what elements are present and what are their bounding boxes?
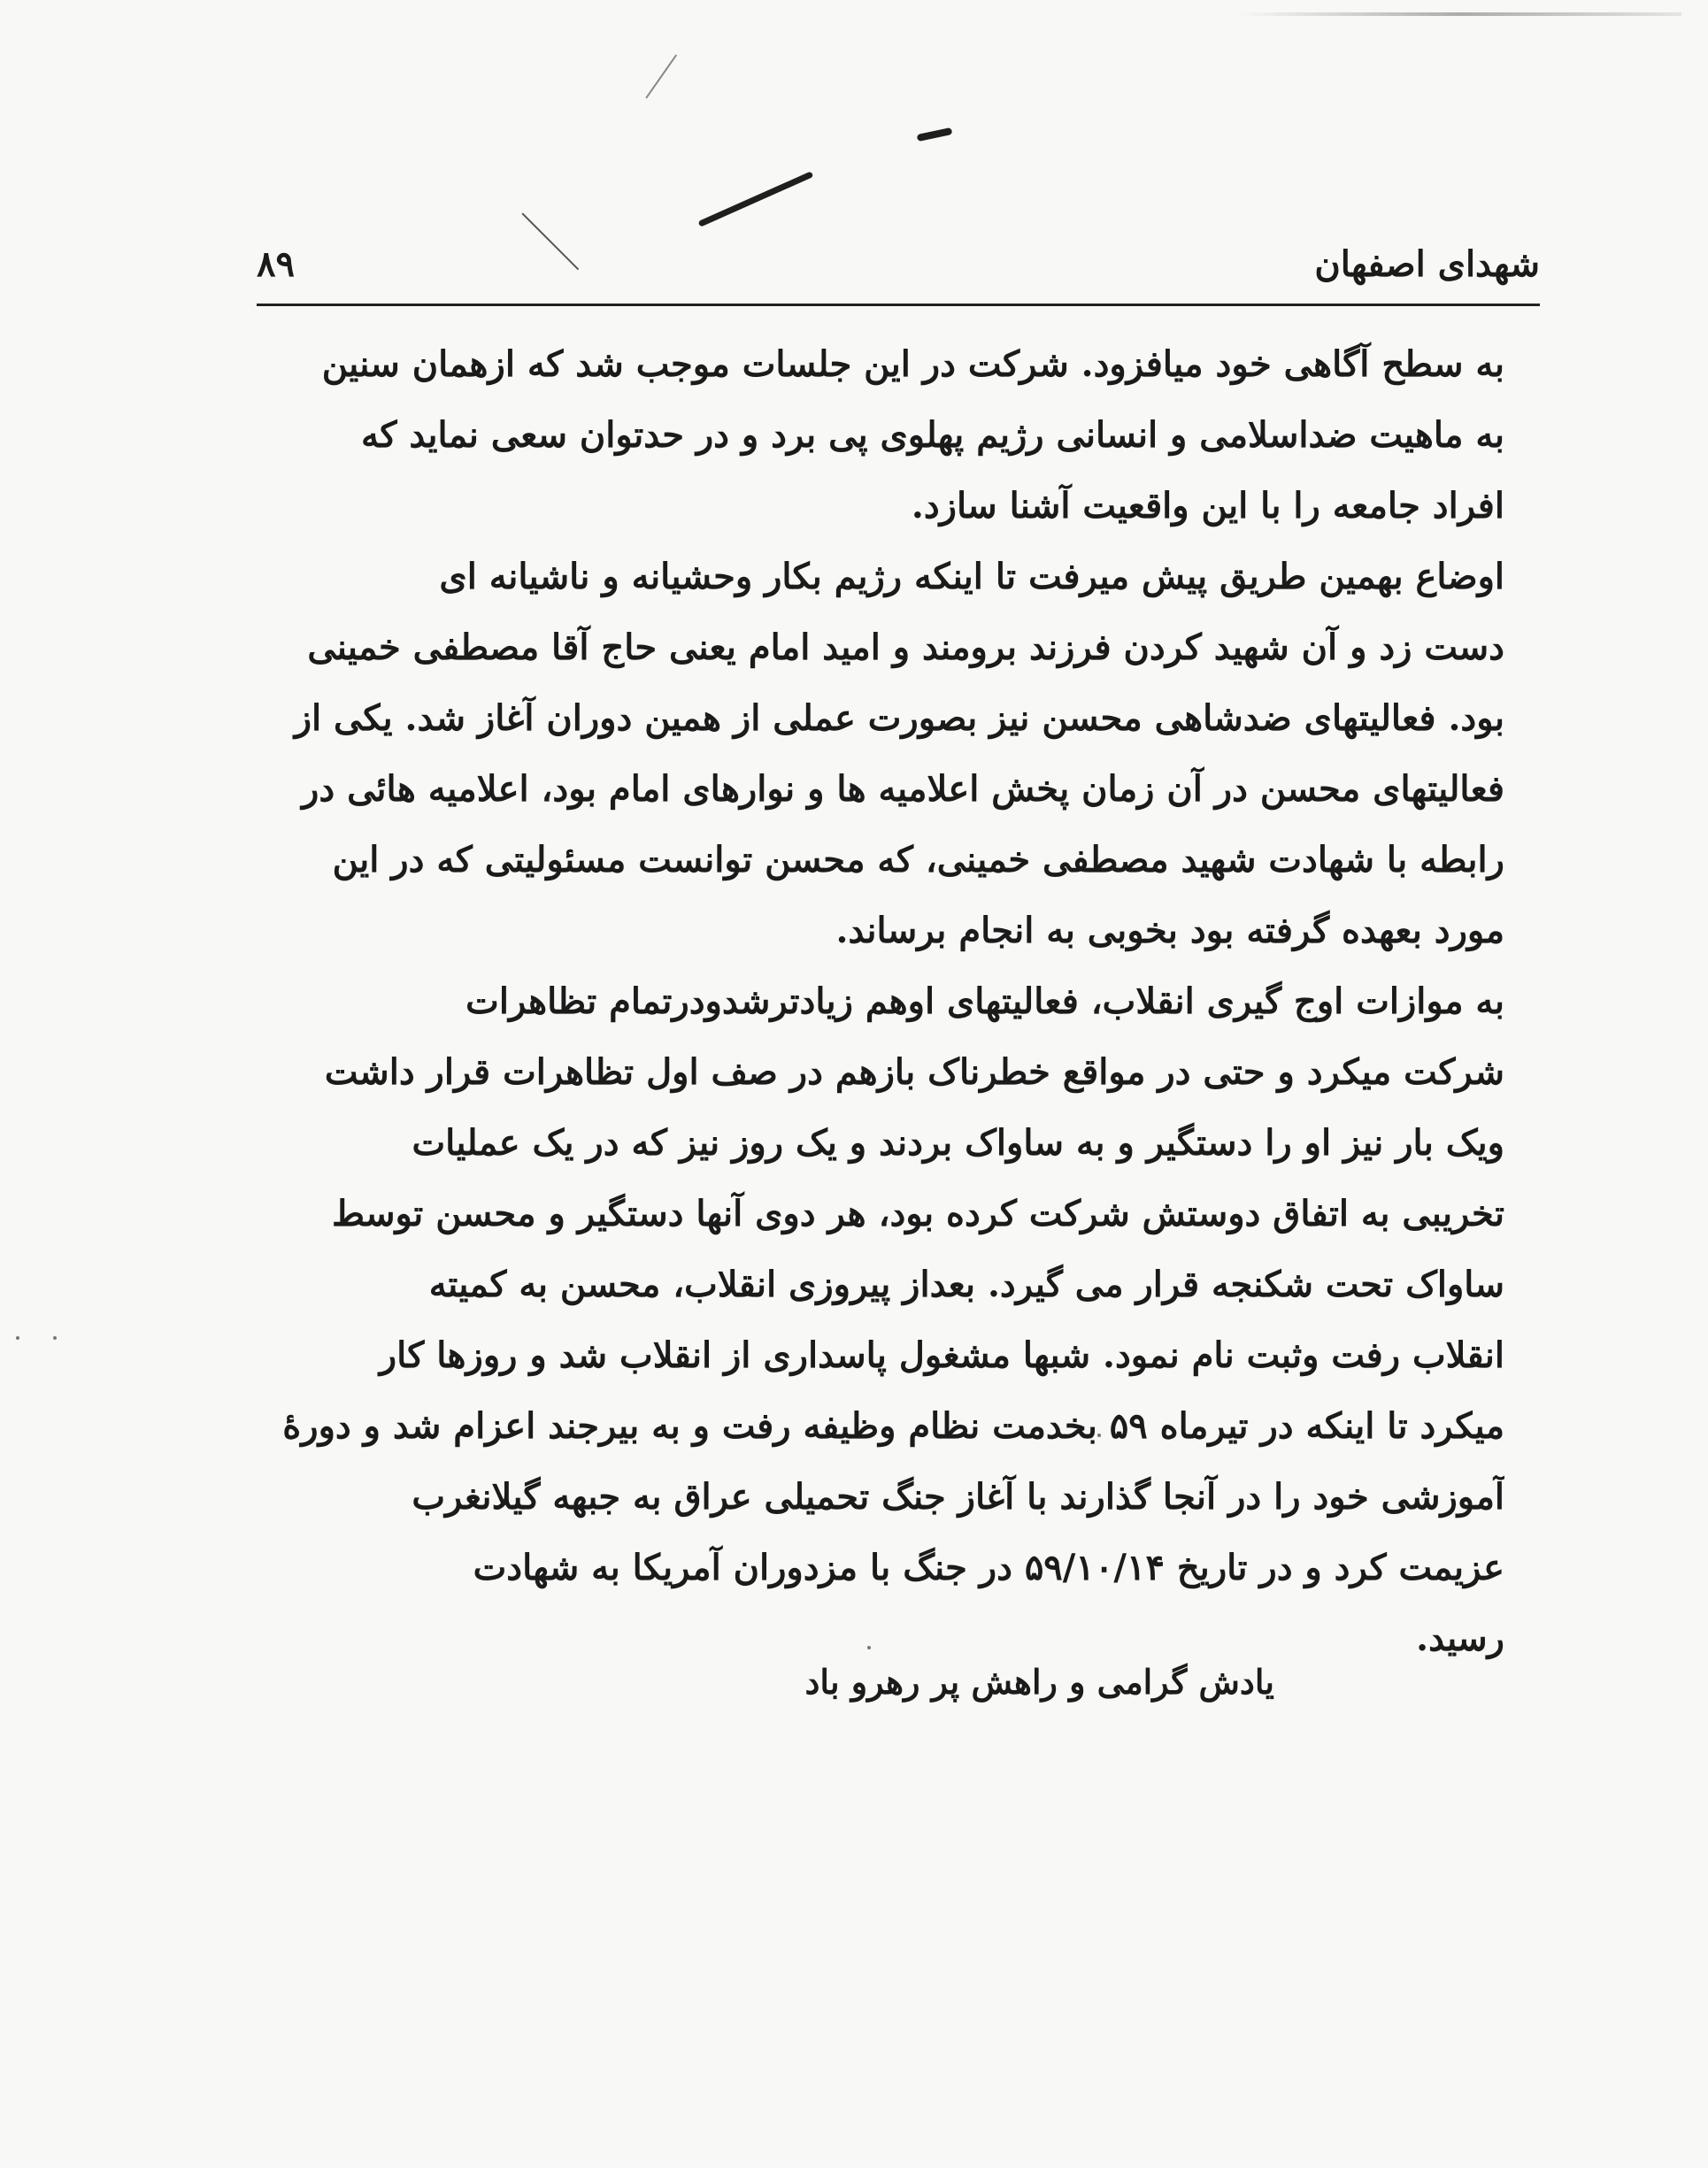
scan-ink-blot [917, 127, 953, 142]
running-header [257, 243, 1540, 296]
text-line: رسید. [1416, 1618, 1504, 1659]
scan-pen-mark [698, 171, 814, 227]
closing-line: یادش گرامی و راهش پر رهرو باد [804, 1662, 1274, 1702]
running-title: شهدای اصفهان [1314, 243, 1540, 285]
text-line: ساواک تحت شکنجه قرار می گیرد. بعداز پیروزی انقلاب، محسن به کمیته [428, 1264, 1504, 1305]
page-number: ۸۹ [257, 243, 295, 285]
text-line: تخریبی به اتفاق دوستش شرکت کرده بود، هر دوی آنها دستگیر و محسن توسط [332, 1193, 1504, 1234]
scan-stray-line [645, 54, 677, 98]
text-line: مورد بعهده گرفته بود بخوبی به انجام برساند. [835, 910, 1504, 951]
text-line: به ماهیت ضداسلامی و انسانی رژیم پهلوی پی برد و در حدتوان سعی نماید که [360, 414, 1504, 456]
scan-speck [53, 1336, 57, 1340]
text-line: آموزشی خود را در آنجا گذارند با آغاز جنگ تحمیلی عراق به جبهه گیلانغرب [412, 1476, 1504, 1518]
scan-speck [16, 1336, 19, 1340]
text-line: ویک بار نیز او را دستگیر و به ساواک بردند و یک روز نیز که در یک عملیات [412, 1122, 1504, 1164]
text-line: دست زد و آن شهید کردن فرزند برومند و امید امام یعنی حاج آقا مصطفی خمینی [307, 627, 1504, 668]
text-line: افراد جامعه را با این واقعیت آشنا سازد. [911, 485, 1504, 527]
body-text [265, 329, 1504, 1674]
text-line: میکرد تا اینکه در تیرماه ۵۹ بخدمت نظام وظیفه رفت و به بیرجند اعزام شد و دورهٔ [282, 1405, 1504, 1447]
text-line: اوضاع بهمین طریق پیش میرفت تا اینکه رژیم بکار وحشیانه و ناشیانه ای [439, 556, 1504, 597]
text-line: انقلاب رفت وثبت نام نمود. شبها مشغول پاسداری از انقلاب شد و روزها کار [379, 1334, 1504, 1376]
text-line: شرکت میکرد و حتی در مواقع خطرناک بازهم در صف اول تظاهرات قرار داشت [324, 1051, 1504, 1093]
text-line: عزیمت کرد و در تاریخ ۵۹/۱۰/۱۴ در جنگ با مزدوران آمریکا به شهادت [473, 1547, 1504, 1588]
text-line: رابطه با شهادت شهید مصطفی خمینی، که محسن توانست مسئولیتی که در این [332, 839, 1504, 880]
text-line: به موازات اوج گیری انقلاب، فعالیتهای اوهم زیادترشدودرتمام تظاهرات [465, 980, 1504, 1022]
text-line: به سطح آگاهی خود میافزود. شرکت در این جلسات موجب شد که ازهمان سنین [321, 343, 1504, 385]
text-line: فعالیتهای محسن در آن زمان پخش اعلامیه ها و نوارهای امام بود، اعلامیه هائی در [302, 768, 1504, 810]
scan-edge-shadow [1239, 12, 1681, 16]
header-rule [257, 304, 1540, 306]
text-line: بود. فعالیتهای ضدشاهی محسن نیز بصورت عملی از همین دوران آغاز شد. یکی از [294, 697, 1504, 739]
